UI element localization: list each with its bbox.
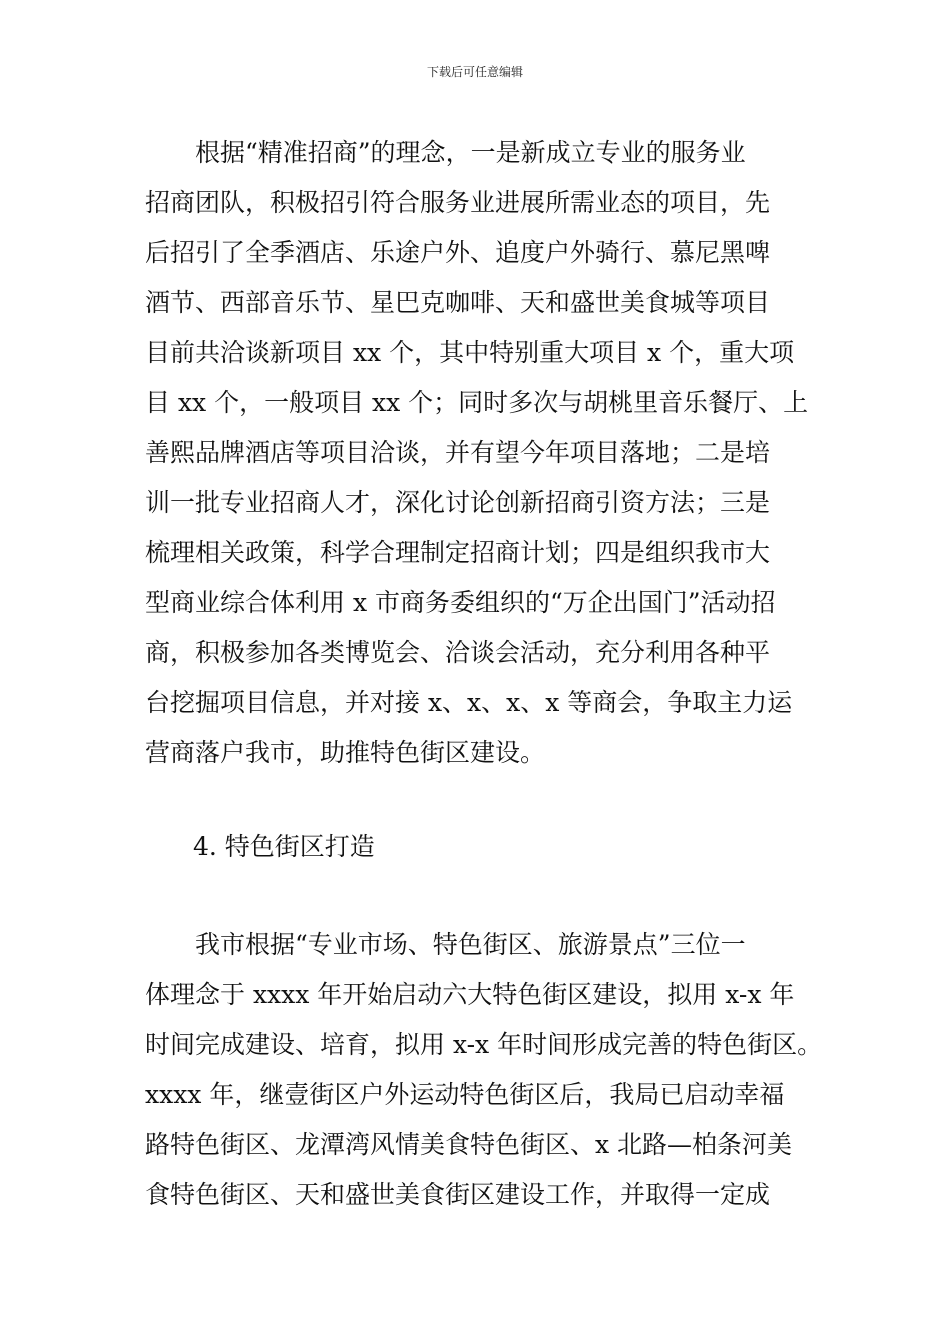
text-line: 路特色街区、龙潭湾风情美食特色街区、x 北路—柏条河美 bbox=[145, 1130, 793, 1159]
text-line: 营商落户我市，助推特色街区建设。 bbox=[145, 738, 546, 767]
text-line: 招商团队，积极招引符合服务业进展所需业态的项目，先 bbox=[145, 188, 771, 217]
text-line: 善熙品牌酒店等项目洽谈，并有望今年项目落地；二是培 bbox=[145, 438, 771, 467]
page-header: 下载后可任意编辑 bbox=[426, 65, 523, 79]
text-line: 时间完成建设、培育，拟用 x-x 年时间形成完善的特色街区。 bbox=[145, 1030, 823, 1059]
paragraph-featured-streets bbox=[145, 920, 823, 1220]
text-line: 目前共洽谈新项目 xx 个，其中特别重大项目 x 个，重大项 bbox=[145, 338, 795, 367]
text-line: 食特色街区、天和盛世美食街区建设工作，并取得一定成 bbox=[145, 1180, 771, 1209]
text-line: 根据“精准招商”的理念，一是新成立专业的服务业 bbox=[145, 138, 746, 167]
text-line: 训一批专业招商人才，深化讨论创新招商引资方法；三是 bbox=[145, 488, 771, 517]
text-line: 台挖掘项目信息，并对接 x、x、x、x 等商会，争取主力运 bbox=[145, 688, 793, 717]
text-line: 型商业综合体利用 x 市商务委组织的“万企出国门”活动招 bbox=[145, 588, 776, 617]
paragraph-attract-investment bbox=[145, 128, 815, 778]
text-line: 商，积极参加各类博览会、洽谈会活动，充分利用各种平 bbox=[145, 638, 771, 667]
section-heading bbox=[193, 822, 593, 872]
text-line: 后招引了全季酒店、乐途户外、追度户外骑行、慕尼黑啤 bbox=[145, 238, 771, 267]
text-line: 我市根据“专业市场、特色街区、旅游景点”三位一 bbox=[145, 930, 746, 959]
text-line: xxxx 年，继壹街区户外运动特色街区后，我局已启动幸福 bbox=[145, 1080, 785, 1109]
text-line: 目 xx 个，一般项目 xx 个；同时多次与胡桃里音乐餐厅、上 bbox=[145, 388, 809, 417]
text-line: 酒节、西部音乐节、星巴克咖啡、天和盛世美食城等项目 bbox=[145, 288, 771, 317]
section-heading-text: 4. 特色街区打造 bbox=[193, 832, 375, 861]
text-line: 梳理相关政策，科学合理制定招商计划；四是组织我市大 bbox=[145, 538, 771, 567]
text-line: 体理念于 xxxx 年开始启动六大特色街区建设，拟用 x-x 年 bbox=[145, 980, 795, 1009]
